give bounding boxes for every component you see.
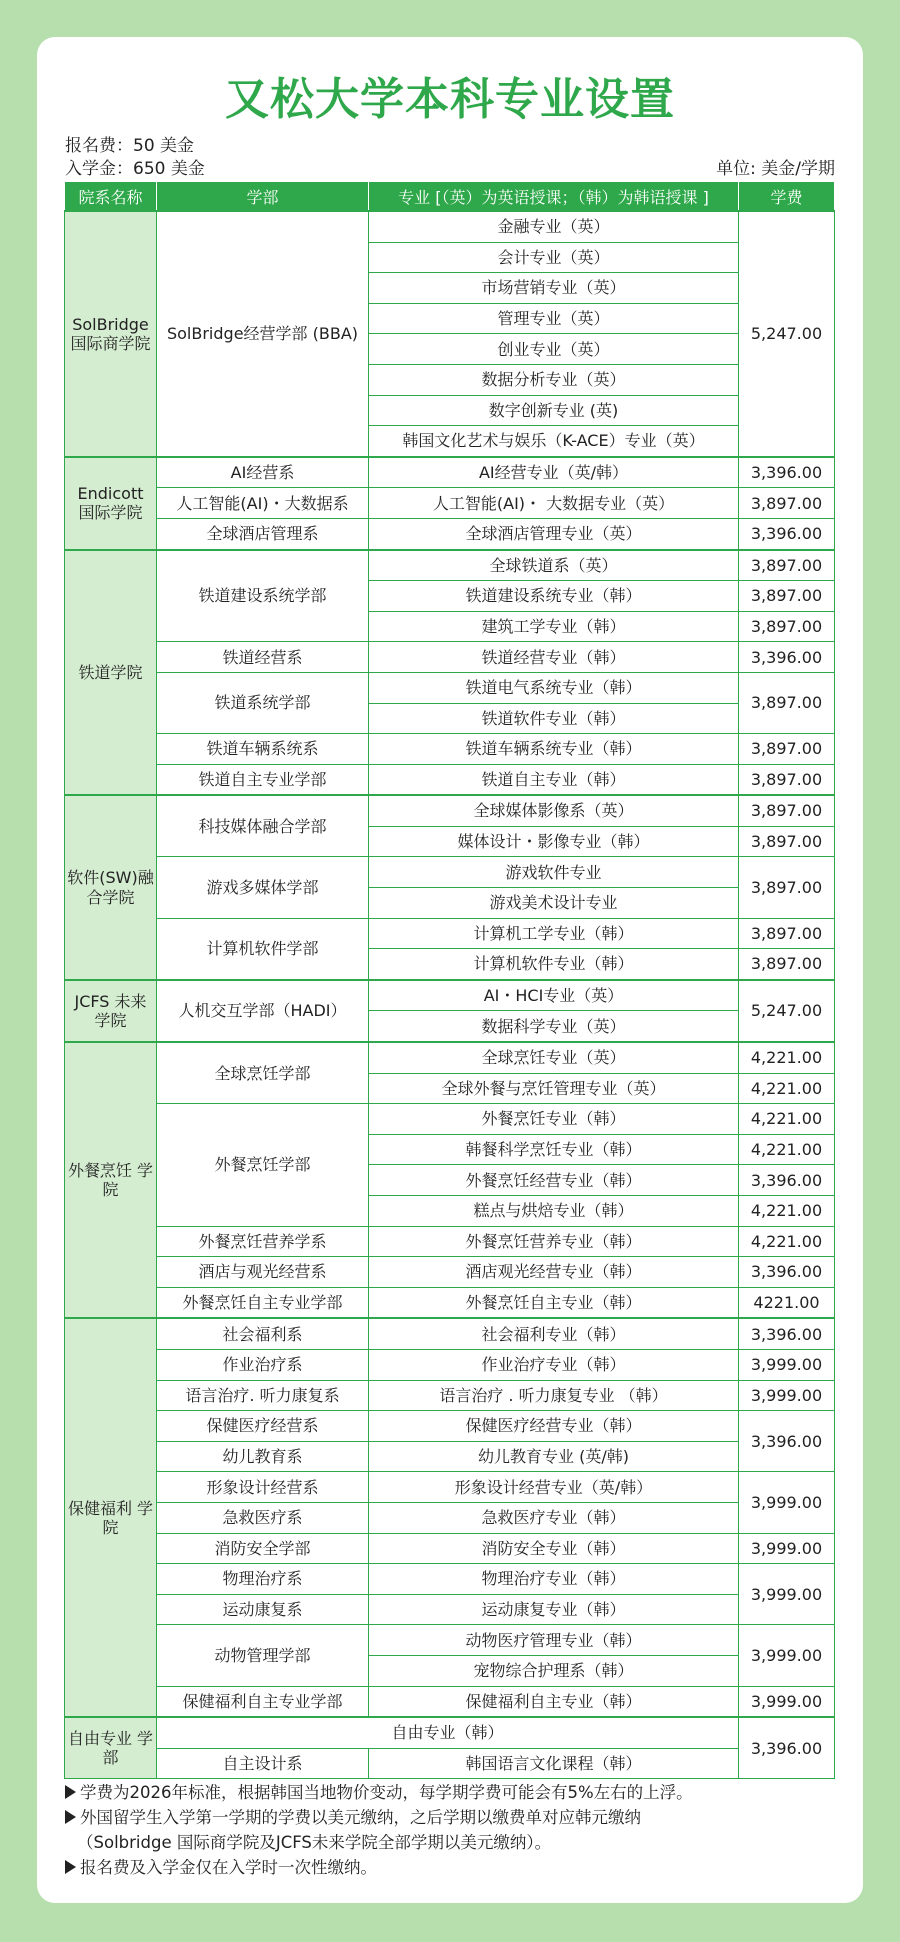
- major-name: 幼儿教育专业 (英/韩): [369, 1441, 739, 1472]
- department-name: 人机交互学部（HADI）: [157, 980, 369, 1042]
- college-name: 外餐烹饪 学院: [65, 1042, 157, 1318]
- department-name: 自主设计系: [157, 1748, 369, 1779]
- major-name: 消防安全专业（韩）: [369, 1533, 739, 1564]
- major-name: 全球烹饪专业（英）: [369, 1042, 739, 1073]
- tuition-value: 3,396.00: [739, 1717, 835, 1779]
- tuition-value: 3,999.00: [739, 1533, 835, 1564]
- department-name: 保健福利自主专业学部: [157, 1686, 369, 1717]
- table-row: [65, 1502, 835, 1533]
- department-name: 铁道车辆系统系: [157, 734, 369, 765]
- major-name: 建筑工学专业（韩）: [369, 611, 739, 642]
- major-name: 物理治疗专业（韩）: [369, 1564, 739, 1595]
- department-name: 人工智能(AI)・大数据系: [157, 488, 369, 519]
- department-name: 铁道经营系: [157, 642, 369, 673]
- major-name: 游戏美术设计专业: [369, 888, 739, 919]
- major-name: 数字创新专业 (英): [369, 395, 739, 426]
- table-row: [65, 1287, 835, 1318]
- tuition-value: 3,999.00: [739, 1686, 835, 1717]
- tuition-value: 3,396.00: [739, 1257, 835, 1288]
- major-name: 铁道电气系统专业（韩）: [369, 672, 739, 703]
- major-name: 金融专业（英）: [369, 211, 739, 242]
- tuition-value: 3,897.00: [739, 764, 835, 795]
- tuition-value: 3,897.00: [739, 949, 835, 980]
- table-row: [65, 1380, 835, 1411]
- major-name: 全球铁道系（英）: [369, 550, 739, 581]
- major-name: AI・HCI专业（英）: [369, 980, 739, 1011]
- application-fee: 报名费：50 美金: [65, 136, 195, 156]
- tuition-value: 3,999.00: [739, 1625, 835, 1686]
- table-row: [65, 1717, 835, 1748]
- tuition-value: 3,897.00: [739, 550, 835, 581]
- tuition-value: 3,897.00: [739, 795, 835, 826]
- table-row: [65, 734, 835, 765]
- major-name: 韩国文化艺术与娱乐（K-ACE）专业（英）: [369, 426, 739, 457]
- tuition-value: 3,897.00: [739, 826, 835, 857]
- table-row: [65, 1686, 835, 1717]
- admission-fee: 入学金：650 美金: [65, 159, 205, 179]
- major-name: AI经营专业（英/韩）: [369, 457, 739, 488]
- table-row: [65, 1533, 835, 1564]
- tuition-value: 5,247.00: [739, 211, 835, 457]
- tuition-value: 3,396.00: [739, 518, 835, 549]
- table-row: [65, 1318, 835, 1349]
- note-item: 外国留学生入学第一学期的学费以美元缴纳，之后学期以缴费单对应韩元缴纳: [65, 1805, 693, 1830]
- department-name: 全球烹饪学部: [157, 1042, 369, 1104]
- table-header-row: [65, 182, 835, 212]
- department-name: 语言治疗. 听力康复系: [157, 1380, 369, 1411]
- major-name: 铁道软件专业（韩）: [369, 703, 739, 734]
- major-name: 外餐烹饪营养专业（韩）: [369, 1226, 739, 1257]
- college-name: 自由专业 学部: [65, 1717, 157, 1779]
- department-name: 作业治疗系: [157, 1349, 369, 1380]
- content-card: [37, 37, 863, 1903]
- table-row: [65, 857, 835, 888]
- tuition-value: 3,897.00: [739, 857, 835, 918]
- table-row: [65, 764, 835, 795]
- tuition-value: 4221.00: [739, 1287, 835, 1318]
- major-name: 韩餐科学烹饪专业（韩）: [369, 1134, 739, 1165]
- tuition-value: 3,999.00: [739, 1472, 835, 1533]
- table-row: [65, 1349, 835, 1380]
- tuition-value: 3,897.00: [739, 918, 835, 949]
- major-name: 酒店观光经营专业（韩）: [369, 1257, 739, 1288]
- table-row: [65, 980, 835, 1011]
- table-row: [65, 550, 835, 581]
- header-major: 专业 [（英）为英语授课；（韩）为韩语授课 ]: [369, 182, 739, 212]
- table-row: [65, 1411, 835, 1442]
- major-name: 急救医疗专业（韩）: [369, 1502, 739, 1533]
- department-name: 计算机软件学部: [157, 918, 369, 980]
- department-name: 酒店与观光经营系: [157, 1257, 369, 1288]
- major-name: 全球酒店管理专业（英）: [369, 518, 739, 549]
- major-name: 人工智能(AI)・ 大数据专业（英）: [369, 488, 739, 519]
- table-row: [65, 1441, 835, 1472]
- tuition-value: 3,897.00: [739, 611, 835, 642]
- major-name: 媒体设计・影像专业（韩）: [369, 826, 739, 857]
- department-name: 铁道建设系统学部: [157, 550, 369, 642]
- department-name: 外餐烹饪学部: [157, 1104, 369, 1226]
- department-name: 动物管理学部: [157, 1625, 369, 1686]
- department-name: SolBridge经营学部 (BBA): [157, 211, 369, 457]
- table-row: [65, 1257, 835, 1288]
- tuition-value: 4,221.00: [739, 1134, 835, 1165]
- tuition-value: 3,897.00: [739, 672, 835, 733]
- department-name: 社会福利系: [157, 1318, 369, 1349]
- college-name: Endicott 国际学院: [65, 457, 157, 550]
- table-row: [65, 211, 835, 242]
- college-name: SolBridge 国际商学院: [65, 211, 157, 457]
- tuition-value: 4,221.00: [739, 1073, 835, 1104]
- header-tuition: 学费: [739, 182, 835, 212]
- table-row: [65, 518, 835, 549]
- table-row: [65, 1104, 835, 1135]
- major-name: 会计专业（英）: [369, 242, 739, 273]
- table-row: [65, 672, 835, 703]
- major-name: 社会福利专业（韩）: [369, 1318, 739, 1349]
- header-department: 学部: [157, 182, 369, 212]
- table-row: [65, 795, 835, 826]
- department-name: 急救医疗系: [157, 1502, 369, 1533]
- table-row: [65, 642, 835, 673]
- major-name: 创业专业（英）: [369, 334, 739, 365]
- department-name: 幼儿教育系: [157, 1441, 369, 1472]
- table-row: [65, 488, 835, 519]
- college-name: 铁道学院: [65, 550, 157, 796]
- college-name: 保健福利 学院: [65, 1318, 157, 1717]
- major-name: 游戏软件专业: [369, 857, 739, 888]
- department-name: 铁道系统学部: [157, 672, 369, 733]
- major-name: 动物医疗管理专业（韩）: [369, 1625, 739, 1656]
- unit-label: 单位: 美金/学期: [716, 159, 835, 179]
- tuition-value: 5,247.00: [739, 980, 835, 1042]
- tuition-value: 4,221.00: [739, 1104, 835, 1135]
- major-name: 作业治疗专业（韩）: [369, 1349, 739, 1380]
- table-row: [65, 1594, 835, 1625]
- major-name: 数据分析专业（英）: [369, 364, 739, 395]
- department-name: 外餐烹饪自主专业学部: [157, 1287, 369, 1318]
- department-name: 运动康复系: [157, 1594, 369, 1625]
- department-name: 科技媒体融合学部: [157, 795, 369, 857]
- department-name: 物理治疗系: [157, 1564, 369, 1595]
- tuition-value: 3,897.00: [739, 488, 835, 519]
- triangle-bullet-icon: [65, 1810, 76, 1824]
- table-row: [65, 1472, 835, 1503]
- major-name: 铁道自主专业（韩）: [369, 764, 739, 795]
- tuition-value: 3,999.00: [739, 1564, 835, 1625]
- major-name: 保健医疗经营专业（韩）: [369, 1411, 739, 1442]
- triangle-bullet-icon: [65, 1785, 76, 1799]
- tuition-value: 3,999.00: [739, 1380, 835, 1411]
- header-college: 院系名称: [65, 182, 157, 212]
- major-name: 外餐烹饪经营专业（韩）: [369, 1165, 739, 1196]
- major-name: 形象设计经营专业（英/韩）: [369, 1472, 739, 1503]
- note-item: 学费为2026年标准，根据韩国当地物价变动，每学期学费可能会有5%左右的上浮。: [65, 1780, 693, 1805]
- college-name: 软件(SW)融合学院: [65, 795, 157, 980]
- majors-table: [64, 181, 835, 1779]
- tuition-value: 3,396.00: [739, 1411, 835, 1472]
- tuition-value: 3,396.00: [739, 1318, 835, 1349]
- major-name: 自由专业（韩）: [157, 1717, 739, 1748]
- major-name: 全球媒体影像系（英）: [369, 795, 739, 826]
- tuition-value: 3,396.00: [739, 457, 835, 488]
- major-name: 外餐烹饪自主专业（韩）: [369, 1287, 739, 1318]
- table-row: [65, 457, 835, 488]
- major-name: 韩国语言文化课程（韩）: [369, 1748, 739, 1779]
- major-name: 管理专业（英）: [369, 303, 739, 334]
- table-row: [65, 1748, 835, 1779]
- table-row: [65, 1564, 835, 1595]
- tuition-value: 4,221.00: [739, 1196, 835, 1227]
- tuition-value: 3,897.00: [739, 734, 835, 765]
- triangle-bullet-icon: [65, 1860, 76, 1874]
- tuition-value: 4,221.00: [739, 1042, 835, 1073]
- major-name: 运动康复专业（韩）: [369, 1594, 739, 1625]
- major-name: 铁道建设系统专业（韩）: [369, 581, 739, 612]
- major-name: 糕点与烘焙专业（韩）: [369, 1196, 739, 1227]
- major-name: 市场营销专业（英）: [369, 273, 739, 304]
- major-name: 外餐烹饪专业（韩）: [369, 1104, 739, 1135]
- note-item: 报名费及入学金仅在入学时一次性缴纳。: [65, 1855, 693, 1880]
- department-name: 形象设计经营系: [157, 1472, 369, 1503]
- department-name: 外餐烹饪营养学系: [157, 1226, 369, 1257]
- tuition-value: 3,396.00: [739, 642, 835, 673]
- major-name: 计算机软件专业（韩）: [369, 949, 739, 980]
- table-row: [65, 1042, 835, 1073]
- major-name: 宠物综合护理系（韩）: [369, 1655, 739, 1686]
- major-name: 数据科学专业（英）: [369, 1011, 739, 1042]
- page-title: 又松大学本科专业设置: [225, 74, 675, 125]
- college-name: JCFS 未来学院: [65, 980, 157, 1042]
- table-row: [65, 918, 835, 949]
- tuition-value: 3,396.00: [739, 1165, 835, 1196]
- table-row: [65, 1625, 835, 1656]
- department-name: AI经营系: [157, 457, 369, 488]
- tuition-value: 4,221.00: [739, 1226, 835, 1257]
- department-name: 全球酒店管理系: [157, 518, 369, 549]
- department-name: 铁道自主专业学部: [157, 764, 369, 795]
- notes: [65, 1780, 693, 1880]
- major-name: 语言治疗 . 听力康复专业 （韩）: [369, 1380, 739, 1411]
- department-name: 消防安全学部: [157, 1533, 369, 1564]
- major-name: 铁道经营专业（韩）: [369, 642, 739, 673]
- major-name: 保健福利自主专业（韩）: [369, 1686, 739, 1717]
- department-name: 游戏多媒体学部: [157, 857, 369, 918]
- major-name: 全球外餐与烹饪管理专业（英）: [369, 1073, 739, 1104]
- major-name: 计算机工学专业（韩）: [369, 918, 739, 949]
- note-item: （Solbridge 国际商学院及JCFS未来学院全部学期以美元缴纳）。: [77, 1833, 552, 1852]
- major-name: 铁道车辆系统专业（韩）: [369, 734, 739, 765]
- department-name: 保健医疗经营系: [157, 1411, 369, 1442]
- table-row: [65, 1226, 835, 1257]
- tuition-value: 3,897.00: [739, 581, 835, 612]
- tuition-value: 3,999.00: [739, 1349, 835, 1380]
